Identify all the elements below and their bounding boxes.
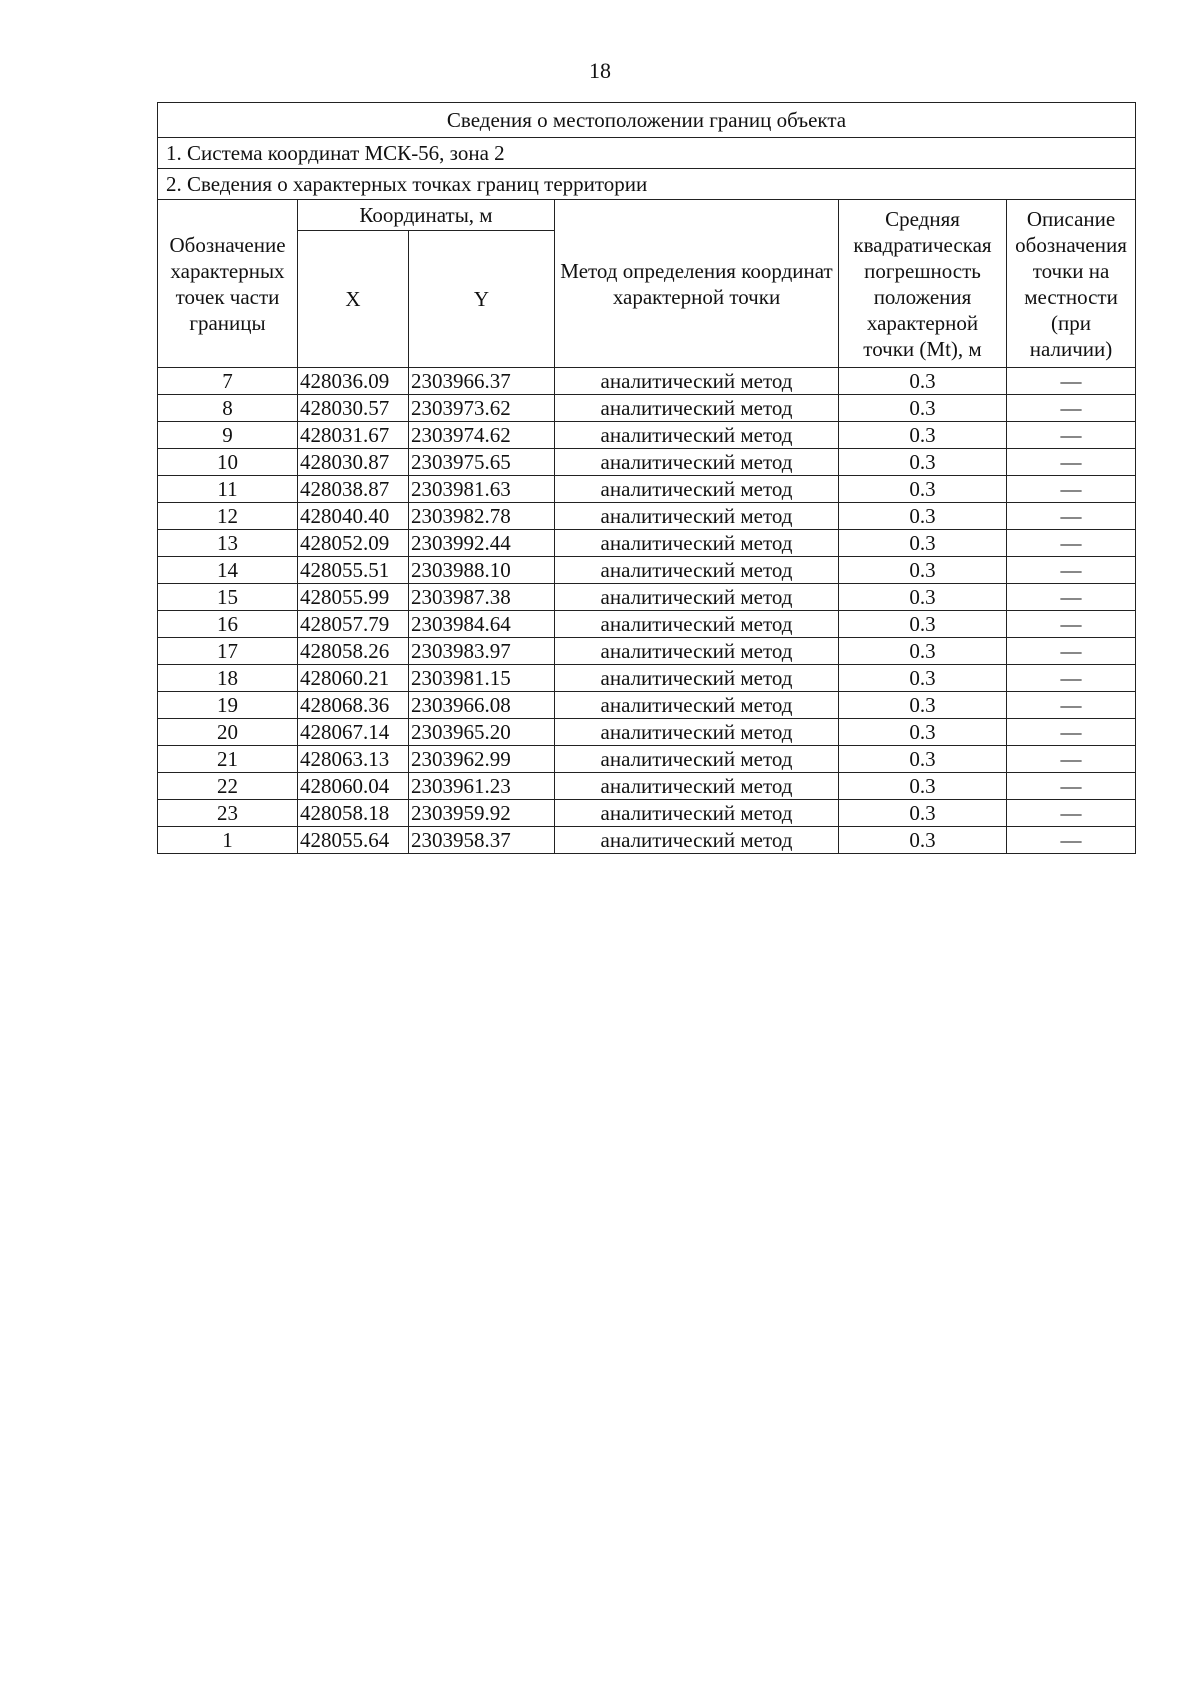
cell-method: аналитический метод bbox=[555, 773, 839, 800]
table-row bbox=[158, 503, 1136, 530]
cell-x: 428057.79 bbox=[298, 611, 409, 638]
table-row bbox=[158, 611, 1136, 638]
cell-point: 21 bbox=[158, 746, 298, 773]
cell-method: аналитический метод bbox=[555, 395, 839, 422]
cell-method: аналитический метод bbox=[555, 368, 839, 395]
cell-x: 428040.40 bbox=[298, 503, 409, 530]
cell-method: аналитический метод bbox=[555, 422, 839, 449]
cell-description: — bbox=[1007, 719, 1136, 746]
cell-point: 20 bbox=[158, 719, 298, 746]
cell-description: — bbox=[1007, 449, 1136, 476]
cell-error: 0.3 bbox=[839, 719, 1007, 746]
cell-description: — bbox=[1007, 665, 1136, 692]
cell-y: 2303966.37 bbox=[409, 368, 555, 395]
cell-y: 2303983.97 bbox=[409, 638, 555, 665]
table-row bbox=[158, 422, 1136, 449]
cell-description: — bbox=[1007, 773, 1136, 800]
cell-error: 0.3 bbox=[839, 800, 1007, 827]
page-number: 18 bbox=[589, 58, 611, 83]
cell-method: аналитический метод bbox=[555, 476, 839, 503]
cell-point: 14 bbox=[158, 557, 298, 584]
cell-y: 2303984.64 bbox=[409, 611, 555, 638]
cell-x: 428055.64 bbox=[298, 827, 409, 854]
cell-error: 0.3 bbox=[839, 746, 1007, 773]
cell-method: аналитический метод bbox=[555, 692, 839, 719]
cell-point: 1 bbox=[158, 827, 298, 854]
cell-point: 11 bbox=[158, 476, 298, 503]
cell-error: 0.3 bbox=[839, 503, 1007, 530]
table-title-row bbox=[158, 103, 1136, 138]
cell-x: 428052.09 bbox=[298, 530, 409, 557]
cell-description: — bbox=[1007, 422, 1136, 449]
cell-x: 428058.26 bbox=[298, 638, 409, 665]
points-section-row bbox=[158, 169, 1136, 200]
cell-error: 0.3 bbox=[839, 638, 1007, 665]
cell-point: 7 bbox=[158, 368, 298, 395]
points-section-line: 2. Сведения о характерных точках границ территории bbox=[158, 169, 1136, 200]
table-row bbox=[158, 395, 1136, 422]
cell-description: — bbox=[1007, 557, 1136, 584]
cell-method: аналитический метод bbox=[555, 584, 839, 611]
table-row bbox=[158, 638, 1136, 665]
cell-x: 428067.14 bbox=[298, 719, 409, 746]
cell-y: 2303973.62 bbox=[409, 395, 555, 422]
boundary-points-table bbox=[157, 102, 1136, 854]
table-row bbox=[158, 827, 1136, 854]
cell-method: аналитический метод bbox=[555, 503, 839, 530]
cell-x: 428038.87 bbox=[298, 476, 409, 503]
cell-y: 2303962.99 bbox=[409, 746, 555, 773]
table-row bbox=[158, 665, 1136, 692]
cell-error: 0.3 bbox=[839, 557, 1007, 584]
cell-error: 0.3 bbox=[839, 449, 1007, 476]
cell-y: 2303981.15 bbox=[409, 665, 555, 692]
table-row bbox=[158, 719, 1136, 746]
coordinate-system-row bbox=[158, 138, 1136, 169]
cell-x: 428036.09 bbox=[298, 368, 409, 395]
table-body bbox=[158, 103, 1136, 854]
cell-description: — bbox=[1007, 800, 1136, 827]
cell-x: 428068.36 bbox=[298, 692, 409, 719]
cell-x: 428055.99 bbox=[298, 584, 409, 611]
cell-method: аналитический метод bbox=[555, 557, 839, 584]
cell-method: аналитический метод bbox=[555, 449, 839, 476]
cell-description: — bbox=[1007, 638, 1136, 665]
cell-description: — bbox=[1007, 503, 1136, 530]
cell-x: 428031.67 bbox=[298, 422, 409, 449]
cell-method: аналитический метод bbox=[555, 530, 839, 557]
header-coordinates: Координаты, м bbox=[298, 200, 555, 231]
cell-y: 2303961.23 bbox=[409, 773, 555, 800]
table-row bbox=[158, 449, 1136, 476]
cell-description: — bbox=[1007, 746, 1136, 773]
cell-method: аналитический метод bbox=[555, 611, 839, 638]
table-row bbox=[158, 476, 1136, 503]
header-point: Обозначение характерных точек части границы bbox=[158, 200, 298, 368]
cell-point: 8 bbox=[158, 395, 298, 422]
cell-description: — bbox=[1007, 584, 1136, 611]
cell-point: 13 bbox=[158, 530, 298, 557]
table-row bbox=[158, 530, 1136, 557]
cell-error: 0.3 bbox=[839, 827, 1007, 854]
cell-error: 0.3 bbox=[839, 584, 1007, 611]
cell-point: 18 bbox=[158, 665, 298, 692]
cell-y: 2303992.44 bbox=[409, 530, 555, 557]
cell-description: — bbox=[1007, 476, 1136, 503]
cell-y: 2303958.37 bbox=[409, 827, 555, 854]
cell-method: аналитический метод bbox=[555, 719, 839, 746]
table-row bbox=[158, 800, 1136, 827]
cell-point: 16 bbox=[158, 611, 298, 638]
cell-x: 428058.18 bbox=[298, 800, 409, 827]
cell-method: аналитический метод bbox=[555, 638, 839, 665]
cell-x: 428030.57 bbox=[298, 395, 409, 422]
header-error: Средняя квадратическая погрешность положения характерной точки (Mt), м bbox=[839, 200, 1007, 368]
header-row-1 bbox=[158, 200, 1136, 231]
cell-x: 428055.51 bbox=[298, 557, 409, 584]
table-row bbox=[158, 368, 1136, 395]
cell-method: аналитический метод bbox=[555, 827, 839, 854]
cell-point: 19 bbox=[158, 692, 298, 719]
header-x: X bbox=[298, 231, 409, 368]
cell-point: 23 bbox=[158, 800, 298, 827]
cell-description: — bbox=[1007, 611, 1136, 638]
cell-description: — bbox=[1007, 827, 1136, 854]
cell-x: 428063.13 bbox=[298, 746, 409, 773]
cell-method: аналитический метод bbox=[555, 665, 839, 692]
cell-error: 0.3 bbox=[839, 530, 1007, 557]
cell-point: 15 bbox=[158, 584, 298, 611]
cell-point: 9 bbox=[158, 422, 298, 449]
cell-description: — bbox=[1007, 530, 1136, 557]
header-y: Y bbox=[409, 231, 555, 368]
header-method: Метод определения координат характерной точки bbox=[555, 200, 839, 368]
cell-y: 2303965.20 bbox=[409, 719, 555, 746]
cell-y: 2303988.10 bbox=[409, 557, 555, 584]
coordinate-system-line: 1. Система координат МСК-56, зона 2 bbox=[158, 138, 1136, 169]
cell-error: 0.3 bbox=[839, 368, 1007, 395]
header-description: Описание обозначения точки на местности (при наличии) bbox=[1007, 200, 1136, 368]
table-row bbox=[158, 773, 1136, 800]
table-row bbox=[158, 692, 1136, 719]
cell-y: 2303974.62 bbox=[409, 422, 555, 449]
table-row bbox=[158, 584, 1136, 611]
cell-error: 0.3 bbox=[839, 476, 1007, 503]
cell-description: — bbox=[1007, 368, 1136, 395]
cell-method: аналитический метод bbox=[555, 746, 839, 773]
table-row bbox=[158, 746, 1136, 773]
cell-error: 0.3 bbox=[839, 773, 1007, 800]
cell-error: 0.3 bbox=[839, 422, 1007, 449]
cell-y: 2303987.38 bbox=[409, 584, 555, 611]
cell-y: 2303975.65 bbox=[409, 449, 555, 476]
cell-description: — bbox=[1007, 692, 1136, 719]
table-title: Сведения о местоположении границ объекта bbox=[158, 103, 1136, 138]
cell-error: 0.3 bbox=[839, 665, 1007, 692]
cell-y: 2303959.92 bbox=[409, 800, 555, 827]
cell-x: 428060.21 bbox=[298, 665, 409, 692]
cell-error: 0.3 bbox=[839, 395, 1007, 422]
cell-x: 428030.87 bbox=[298, 449, 409, 476]
cell-y: 2303982.78 bbox=[409, 503, 555, 530]
cell-error: 0.3 bbox=[839, 611, 1007, 638]
cell-y: 2303966.08 bbox=[409, 692, 555, 719]
cell-point: 22 bbox=[158, 773, 298, 800]
cell-point: 17 bbox=[158, 638, 298, 665]
cell-description: — bbox=[1007, 395, 1136, 422]
cell-x: 428060.04 bbox=[298, 773, 409, 800]
cell-point: 10 bbox=[158, 449, 298, 476]
table-row bbox=[158, 557, 1136, 584]
cell-point: 12 bbox=[158, 503, 298, 530]
cell-y: 2303981.63 bbox=[409, 476, 555, 503]
cell-error: 0.3 bbox=[839, 692, 1007, 719]
cell-method: аналитический метод bbox=[555, 800, 839, 827]
